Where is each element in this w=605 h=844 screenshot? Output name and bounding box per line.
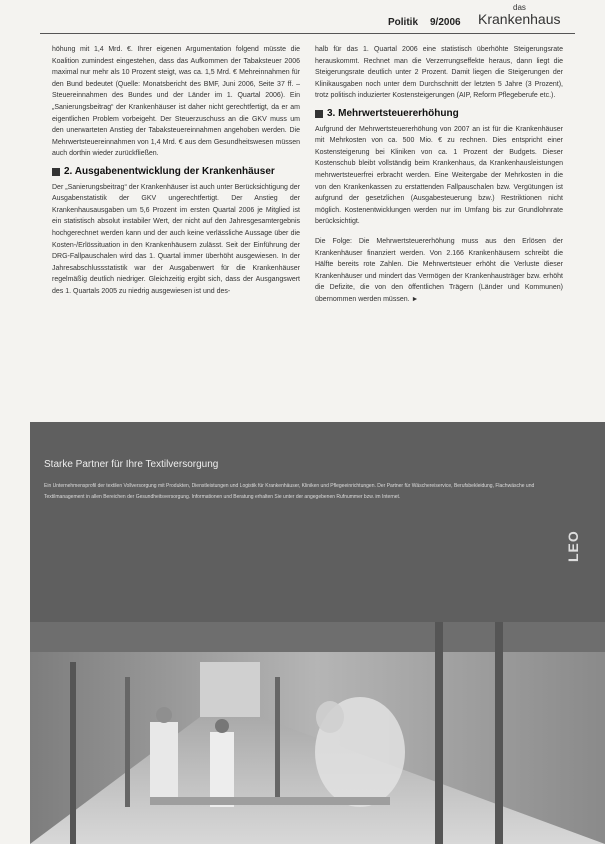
left-paragraph-1: höhung mit 1,4 Mrd. €. Ihrer eigenen Argumentation folgend müsste die Koalition zumindest eingestehen, dass das Aufkommen der Tabaksteuer 2006 maximal nur mehr als 10 Prozent steigt, was ca. 1,5 Mrd. € Mehreinnahmen für den Bund bedeutet (Quelle: Monatsbericht des BMF, Juni 2006, Seite 37 ff. – Steuereinnahmen des Bundes und der Länder im 1. Quartal 2006). Ein „Sanierungsbeitrag“ der Krankenhäuser ist daher nicht gerechtfertigt, da er am eigentlichen Problem vorbeigeht. Der Steuerzuschuss an die GKV muss um den unerwarteten Anstieg der Tabaksteuereinnahmen angehoben werden. Die Mehrwertsteuereinnahmen von 1,4 Mrd. € aus dem Gesundheitswesen müssen auch dorthin wieder zurückfließen.: [52, 46, 300, 158]
hospital-corridor-image: [30, 622, 605, 844]
ad-logo: LEO: [565, 530, 581, 562]
magazine-brand: [478, 4, 568, 26]
heading-square-icon: [315, 110, 323, 118]
brand-big: Krankenhaus: [478, 11, 561, 27]
header-rule: [40, 33, 575, 34]
heading-square-icon: [52, 168, 60, 176]
right-paragraph-3: [315, 236, 563, 306]
right-column: [315, 44, 563, 305]
section-title: Politik: [388, 17, 419, 28]
ad-text: Ein Unternehmensprofil der textilen Vollversorgung mit Produkten, Dienstleistungen und Logistik für Krankenhäuser, Kliniken und Pflegeeinrichtungen. Der Partner für Wäschereiservice, Berufsbekleidung, Flachwäsche und Textilmanagement in allen Bereichen der Gesundheitsversorgung. Informationen und Beratung erhalten Sie unter der angegebenen Rufnummer bzw. im Internet.: [44, 483, 535, 500]
right-paragraph-2: Aufgrund der Mehrwertsteuererhöhung von 2007 an ist für die Krankenhäuser mit Mehrkosten von ca. 500 Mio. € zu rechnen. Dies entspricht einer Kostensteigerung bei Kliniken von ca. 1 Prozent der Budgets. Dieser Kostenschub bleibt vollständig beim Krankenhaus, da Krankenhausleistungen mehrwertsteuerfrei erbracht werden. Eine Weitergabe der Mehrkosten in die von den Krankenkassen zu erstattenden Fallpauschalen bzw. Vergütungen ist aufgrund der gesetzlichen (Ausgabesteuerung bzw.) Restriktionen nicht möglich. Kostenentwicklungen werden nur im Umfang bis zur Grundlohnrate berücksichtigt.: [315, 125, 563, 226]
brand-small: das: [513, 3, 526, 12]
ad-title: Starke Partner für Ihre Textilversorgung: [44, 459, 219, 470]
heading-2-text: 2. Ausgabenentwicklung der Krankenhäuser: [64, 165, 275, 177]
heading-3-text: 3. Mehrwertsteuererhöhung: [327, 107, 459, 119]
ad-banner: [30, 422, 605, 622]
left-paragraph-2: Der „Sanierungsbeitrag“ der Krankenhäuser ist auch unter Berücksichtigung der Ausgabenstatistik der GKV ungerechtfertigt. Der Anstieg der Krankenhausausgaben um 5,6 Prozent im ersten Quartal 2006 je Mitglied ist ein statistisch absolut instabiler Wert, der nicht auf den Jahresgesamtergebnis hochgerechnet werden kann und der auch keine verlässliche Aussage über die Kosten-/Erlössituation in den Krankenhäusern zulässt. Seit der Einführung der DRG-Fallpauschalen wird das 1. Quartal immer überhöht ausgewiesen. In der Jahresabschlussstatistik war der Ausgabenwert für die Krankenhäuser regelmäßig deutlich niedriger. Gleichzeitig ergibt sich, dass der Ausgangswert des 1. Quartals 2005 zu niedrig ausgewiesen ist und des-: [52, 183, 300, 295]
heading-3: [315, 108, 563, 120]
continue-arrow-icon: ►: [411, 295, 419, 303]
page-header: [0, 0, 605, 40]
ad-photo: [30, 622, 605, 844]
right-paragraph-3-text: Die Folge: Die Mehrwertsteuererhöhung muss aus den Erlösen der Krankenhäuser finanziert werden. Von 2.166 Krankenhäusern schreibt die Hälfte bereits rote Zahlen. Die Mehrwertsteuer erhöht die Verluste dieser Krankenhäuser und mindert das Vermögen der Krankenhausträger bzw. erhöht die Defizite, die von den öffentlichen Trägern (Länder und Kommunen) übernommen werden müssen.: [315, 237, 563, 303]
left-column: [52, 44, 300, 297]
heading-2: [52, 166, 300, 178]
issue-number: 9/2006: [430, 17, 461, 28]
right-paragraph-1: halb für das 1. Quartal 2006 eine statistisch überhöhte Steigerungsrate herauskommt. Rechnet man die Verzerrungseffekte heraus, dann liegt die Steigerungsrate deutlich unter 2 Prozent. Damit liegen die Steigerungen der Klinikausgaben noch unter dem Durchschnitt der letzten 5 Jahre (3 Prozent), trotz politisch induzierter Kostensteigerungen (AIP, Reform Pflegeberufe etc.).: [315, 46, 563, 100]
